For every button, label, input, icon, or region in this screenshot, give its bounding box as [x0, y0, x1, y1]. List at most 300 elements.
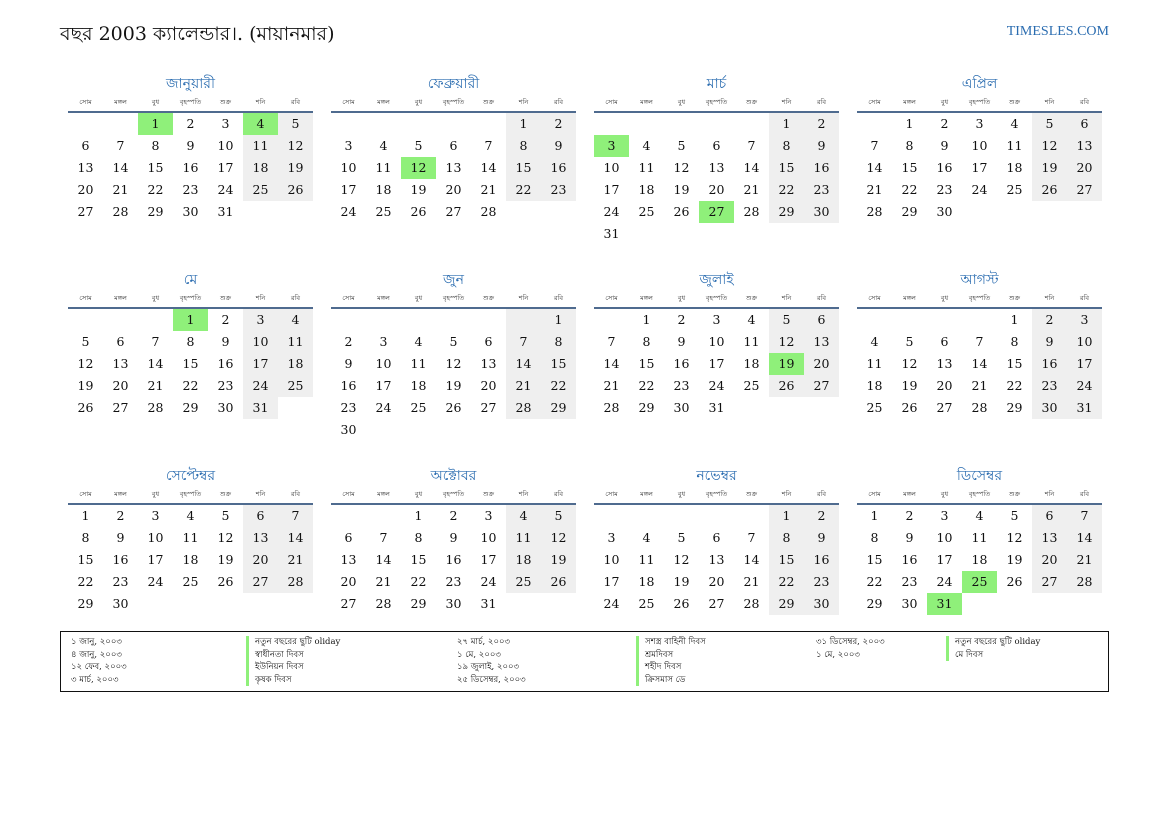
day-cell: 20 [112, 378, 129, 393]
week-row [331, 331, 576, 353]
day-cell: 19 [217, 552, 234, 567]
day-cell: 17 [603, 574, 620, 589]
day-cell: 22 [769, 571, 804, 593]
legend-holiday-name: নতুন বছরের ছুটি oliday [246, 636, 340, 649]
day-cell: 3 [221, 116, 230, 131]
day-cell: 31 [1067, 397, 1102, 419]
day-cell: 4 [278, 309, 313, 331]
weekday-label: সোম [605, 294, 618, 302]
empty-cell [734, 505, 769, 527]
day-cell: 13 [1067, 135, 1102, 157]
day-cell: 22 [901, 182, 918, 197]
day-cell: 26 [901, 400, 918, 415]
week-row [857, 549, 1102, 571]
day-cell: 29 [901, 204, 918, 219]
day-cell: 18 [971, 552, 988, 567]
day-cell: 14 [743, 160, 760, 175]
day-cell: 8 [905, 138, 914, 153]
day-cell: 14 [603, 356, 620, 371]
day-cell: 11 [866, 356, 883, 371]
day-cell: 5 [414, 138, 423, 153]
day-cell: 3 [607, 530, 616, 545]
day-cell: 7 [278, 505, 313, 527]
day-cell: 9 [804, 135, 839, 157]
week-row [68, 505, 313, 527]
day-cell: 30 [1032, 397, 1067, 419]
day-cell: 28 [743, 204, 760, 219]
weekday-header [594, 290, 839, 309]
weekday-label: মঙ্গল [114, 98, 127, 106]
week-row [857, 571, 1102, 593]
weekday-label: রবি [1079, 98, 1090, 106]
empty-cell [699, 113, 734, 135]
day-cell: 8 [414, 530, 423, 545]
week-row [857, 113, 1102, 135]
month-title: মে [183, 272, 198, 288]
day-cell: 25 [506, 571, 541, 593]
empty-cell [401, 309, 436, 331]
weekday-label: বৃহস্পতি [179, 98, 202, 106]
day-cell: 22 [506, 179, 541, 201]
day-cell: 1 [1010, 312, 1019, 327]
weekday-label: শনি [1044, 294, 1055, 302]
day-cell: 4 [379, 138, 388, 153]
day-cell: 5 [81, 334, 90, 349]
day-cell: 24 [243, 375, 278, 397]
day-cell: 9 [940, 138, 949, 153]
day-cell: 26 [541, 571, 576, 593]
day-cell: 2 [677, 312, 686, 327]
day-cell: 11 [743, 334, 760, 349]
day-cell: 5 [541, 505, 576, 527]
day-cell: 28 [112, 204, 129, 219]
day-cell: 24 [936, 574, 953, 589]
day-cell: 12 [77, 356, 94, 371]
day-cell: 4 [243, 113, 278, 135]
empty-cell [629, 223, 664, 245]
day-cell: 2 [905, 508, 914, 523]
day-cell: 26 [445, 400, 462, 415]
day-cell: 15 [638, 356, 655, 371]
day-cell: 2 [449, 508, 458, 523]
day-cell: 2 [804, 113, 839, 135]
day-cell: 23 [445, 574, 462, 589]
month-title: সেপ্টেম্বর [165, 468, 216, 484]
empty-cell [962, 593, 997, 615]
day-cell: 5 [677, 530, 686, 545]
week-row [594, 113, 839, 135]
weekday-header [68, 290, 313, 309]
day-cell: 11 [375, 160, 392, 175]
week-row [331, 375, 576, 397]
empty-cell [734, 397, 769, 419]
week-row [331, 527, 576, 549]
day-cell: 2 [344, 334, 353, 349]
weekday-header [331, 94, 576, 113]
day-cell: 14 [1067, 527, 1102, 549]
month-block [594, 74, 839, 270]
day-cell: 26 [1032, 179, 1067, 201]
week-row [857, 309, 1102, 331]
day-cell: 28 [278, 571, 313, 593]
day-cell: 6 [1067, 113, 1102, 135]
day-cell: 16 [217, 356, 234, 371]
day-cell: 6 [243, 505, 278, 527]
day-cell: 12 [278, 135, 313, 157]
day-cell: 30 [112, 596, 129, 611]
day-cell: 20 [480, 378, 497, 393]
day-cell: 9 [221, 334, 230, 349]
week-row [857, 135, 1102, 157]
day-cell: 19 [77, 378, 94, 393]
empty-cell [103, 309, 138, 331]
day-cell: 9 [449, 530, 458, 545]
day-cell: 20 [1032, 549, 1067, 571]
day-cell: 8 [769, 527, 804, 549]
day-cell: 17 [1067, 353, 1102, 375]
day-cell: 27 [804, 375, 839, 397]
day-cell: 12 [445, 356, 462, 371]
day-cell: 17 [936, 552, 953, 567]
day-cell: 31 [480, 596, 497, 611]
day-cell: 27 [1032, 571, 1067, 593]
month-title: ডিসেম্বর [956, 468, 1003, 484]
day-cell: 23 [217, 378, 234, 393]
day-cell: 1 [506, 113, 541, 135]
empty-cell [506, 593, 541, 615]
weekday-label: শনি [1044, 98, 1055, 106]
day-cell: 5 [769, 309, 804, 331]
day-cell: 14 [147, 356, 164, 371]
weekday-label: বুধ [677, 98, 686, 106]
weekday-label: শুক্র [482, 294, 495, 302]
weekday-label: শনি [255, 490, 266, 498]
day-cell: 23 [541, 179, 576, 201]
day-cell: 2 [541, 113, 576, 135]
day-cell: 28 [743, 596, 760, 611]
day-cell: 19 [1006, 552, 1023, 567]
weekday-label: বুধ [940, 294, 949, 302]
day-cell: 25 [638, 204, 655, 219]
day-cell: 6 [116, 334, 125, 349]
empty-cell [366, 309, 401, 331]
month-block [68, 270, 313, 466]
day-cell: 17 [243, 353, 278, 375]
weekday-label: বৃহস্পতি [705, 98, 728, 106]
month-title: জুন [443, 272, 464, 288]
weekday-label: বুধ [151, 294, 160, 302]
weekday-header [857, 486, 1102, 505]
day-cell: 11 [1006, 138, 1023, 153]
weekday-label: রবি [553, 294, 564, 302]
day-cell: 19 [1032, 157, 1067, 179]
weekday-label: শুক্র [745, 490, 758, 498]
day-cell: 15 [77, 552, 94, 567]
legend-holiday-name: শহীদ দিবস [636, 661, 706, 674]
week-row [68, 113, 313, 135]
day-cell: 14 [375, 552, 392, 567]
empty-cell [401, 113, 436, 135]
day-cell: 31 [708, 400, 725, 415]
week-row [594, 201, 839, 223]
day-cell: 13 [936, 356, 953, 371]
weekday-label: সোম [868, 490, 881, 498]
month-title: ফেব্রুয়ারী [427, 76, 480, 92]
day-cell: 7 [1067, 505, 1102, 527]
day-cell: 18 [278, 353, 313, 375]
day-cell: 7 [747, 530, 756, 545]
day-cell: 20 [77, 182, 94, 197]
day-cell: 13 [480, 356, 497, 371]
week-row [68, 571, 313, 593]
week-row [594, 179, 839, 201]
week-row [331, 397, 576, 419]
day-cell: 8 [151, 138, 160, 153]
weekday-label: বৃহস্পতি [442, 294, 465, 302]
day-cell: 7 [975, 334, 984, 349]
day-cell: 17 [708, 356, 725, 371]
weekday-label: শুক্র [482, 98, 495, 106]
weekday-label: সোম [342, 98, 355, 106]
empty-cell [734, 113, 769, 135]
weekday-header [857, 94, 1102, 113]
week-row [594, 375, 839, 397]
day-cell: 30 [445, 596, 462, 611]
day-cell: 11 [971, 530, 988, 545]
empty-cell [331, 309, 366, 331]
legend-date: ১ মে, ২০০৩ [816, 649, 860, 660]
site-link[interactable]: TIMESLES.COM [1006, 24, 1109, 39]
day-cell: 15 [769, 157, 804, 179]
day-cell: 8 [642, 334, 651, 349]
day-cell: 3 [940, 508, 949, 523]
day-cell: 8 [541, 331, 576, 353]
day-cell: 10 [217, 138, 234, 153]
day-cell: 2 [221, 312, 230, 327]
day-cell: 5 [221, 508, 230, 523]
weekday-label: মঙ্গল [903, 294, 916, 302]
day-cell: 13 [1032, 527, 1067, 549]
day-cell: 6 [712, 138, 721, 153]
day-cell: 25 [278, 375, 313, 397]
empty-cell [243, 201, 278, 223]
empty-cell [699, 223, 734, 245]
empty-cell [471, 419, 506, 441]
day-cell: 24 [340, 204, 357, 219]
empty-cell [103, 113, 138, 135]
day-cell: 4 [506, 505, 541, 527]
day-cell: 9 [116, 530, 125, 545]
day-cell: 31 [217, 204, 234, 219]
month-block [594, 466, 839, 636]
weekday-label: রবি [290, 490, 301, 498]
day-cell: 15 [866, 552, 883, 567]
day-cell: 13 [112, 356, 129, 371]
empty-cell [857, 309, 892, 331]
empty-cell [541, 419, 576, 441]
week-row [331, 419, 576, 441]
day-cell: 7 [870, 138, 879, 153]
day-cell: 12 [217, 530, 234, 545]
weekday-label: বৃহস্পতি [968, 294, 991, 302]
week-row [857, 201, 1102, 223]
week-row [68, 331, 313, 353]
day-cell: 2 [1032, 309, 1067, 331]
day-cell: 8 [81, 530, 90, 545]
week-row [68, 549, 313, 571]
empty-cell [664, 113, 699, 135]
week-row [857, 397, 1102, 419]
day-cell: 10 [340, 160, 357, 175]
day-cell: 2 [804, 505, 839, 527]
day-cell: 5 [1010, 508, 1019, 523]
day-cell: 29 [638, 400, 655, 415]
day-cell: 11 [638, 160, 655, 175]
day-cell: 2 [116, 508, 125, 523]
legend-date: ২৫ ডিসেম্বর, ২০০৩ [457, 674, 526, 685]
day-cell: 19 [901, 378, 918, 393]
day-cell: 25 [743, 378, 760, 393]
month-title: অক্টোবর [430, 468, 477, 484]
month-title: মার্চ [706, 76, 727, 92]
day-cell: 27 [340, 596, 357, 611]
day-cell: 3 [975, 116, 984, 131]
day-cell: 22 [769, 179, 804, 201]
day-cell: 8 [186, 334, 195, 349]
weekday-label: শনি [1044, 490, 1055, 498]
day-cell: 15 [541, 353, 576, 375]
empty-cell [506, 201, 541, 223]
week-row [594, 157, 839, 179]
day-cell: 17 [603, 182, 620, 197]
calendar-grid [68, 74, 1102, 636]
day-cell: 19 [445, 378, 462, 393]
weekday-header [331, 486, 576, 505]
week-row [68, 309, 313, 331]
day-cell: 27 [243, 571, 278, 593]
empty-cell [699, 505, 734, 527]
day-cell: 21 [147, 378, 164, 393]
legend-names-column [246, 636, 340, 686]
weekday-label: শুক্র [1008, 294, 1021, 302]
day-cell: 20 [243, 549, 278, 571]
weekday-label: সোম [79, 490, 92, 498]
legend-holiday-name: স্বাধীনতা দিবস [246, 649, 340, 662]
weekday-label: বৃহস্পতি [968, 490, 991, 498]
weekday-label: মঙ্গল [114, 294, 127, 302]
day-cell: 31 [243, 397, 278, 419]
week-row [857, 375, 1102, 397]
day-cell: 1 [905, 116, 914, 131]
day-cell: 10 [603, 552, 620, 567]
weekday-label: সোম [605, 98, 618, 106]
legend-names-column [946, 636, 1040, 661]
day-cell: 16 [182, 160, 199, 175]
day-cell: 21 [112, 182, 129, 197]
day-cell: 10 [936, 530, 953, 545]
legend-date: ৩১ ডিসেম্বর, ২০০৩ [816, 637, 885, 647]
day-cell: 24 [971, 182, 988, 197]
day-cell: 14 [506, 353, 541, 375]
week-row [68, 527, 313, 549]
day-cell: 13 [340, 552, 357, 567]
weekday-label: শুক্র [745, 98, 758, 106]
week-row [857, 505, 1102, 527]
day-cell: 19 [673, 182, 690, 197]
weekday-label: বৃহস্পতি [705, 294, 728, 302]
weekday-label: শুক্র [1008, 490, 1021, 498]
day-cell: 10 [243, 331, 278, 353]
day-cell: 11 [278, 331, 313, 353]
day-cell: 29 [410, 596, 427, 611]
day-cell: 27 [445, 204, 462, 219]
day-cell: 14 [480, 160, 497, 175]
day-cell: 17 [971, 160, 988, 175]
day-cell: 22 [541, 375, 576, 397]
day-cell: 20 [936, 378, 953, 393]
weekday-label: রবি [816, 98, 827, 106]
day-cell: 28 [1067, 571, 1102, 593]
weekday-label: মঙ্গল [640, 294, 653, 302]
day-cell: 10 [971, 138, 988, 153]
day-cell: 21 [375, 574, 392, 589]
weekday-label: শনি [255, 98, 266, 106]
day-cell: 19 [769, 353, 804, 375]
weekday-header [857, 290, 1102, 309]
day-cell: 19 [673, 574, 690, 589]
day-cell: 26 [278, 179, 313, 201]
legend-holiday-name: মে দিবস [946, 649, 1040, 662]
day-cell: 15 [506, 157, 541, 179]
legend-holiday-name: নতুন বছরের ছুটি oliday [946, 636, 1040, 649]
month-block [857, 74, 1102, 270]
day-cell: 28 [506, 397, 541, 419]
weekday-label: শনি [781, 98, 792, 106]
day-cell: 16 [804, 157, 839, 179]
day-cell: 11 [506, 527, 541, 549]
month-block [68, 74, 313, 270]
day-cell: 2 [186, 116, 195, 131]
weekday-header [68, 94, 313, 113]
week-row [68, 135, 313, 157]
weekday-label: শুক্র [482, 490, 495, 498]
week-row [594, 309, 839, 331]
day-cell: 30 [182, 204, 199, 219]
day-cell: 10 [147, 530, 164, 545]
empty-cell [68, 113, 103, 135]
week-row [331, 309, 576, 331]
empty-cell [436, 419, 471, 441]
day-cell: 1 [769, 113, 804, 135]
weekday-label: বৃহস্পতি [705, 490, 728, 498]
legend-date: ৩ মার্চ, ২০০৩ [71, 674, 119, 685]
day-cell: 27 [708, 596, 725, 611]
day-cell: 27 [112, 400, 129, 415]
day-cell: 4 [747, 312, 756, 327]
weekday-label: শনি [518, 98, 529, 106]
empty-cell [664, 505, 699, 527]
weekday-label: শুক্র [219, 98, 232, 106]
day-cell: 10 [480, 530, 497, 545]
day-cell: 4 [186, 508, 195, 523]
day-cell: 24 [480, 574, 497, 589]
weekday-label: বৃহস্পতি [179, 490, 202, 498]
week-row [331, 157, 576, 179]
day-cell: 16 [541, 157, 576, 179]
day-cell: 4 [642, 530, 651, 545]
week-row [594, 593, 839, 615]
weekday-label: রবি [1079, 294, 1090, 302]
